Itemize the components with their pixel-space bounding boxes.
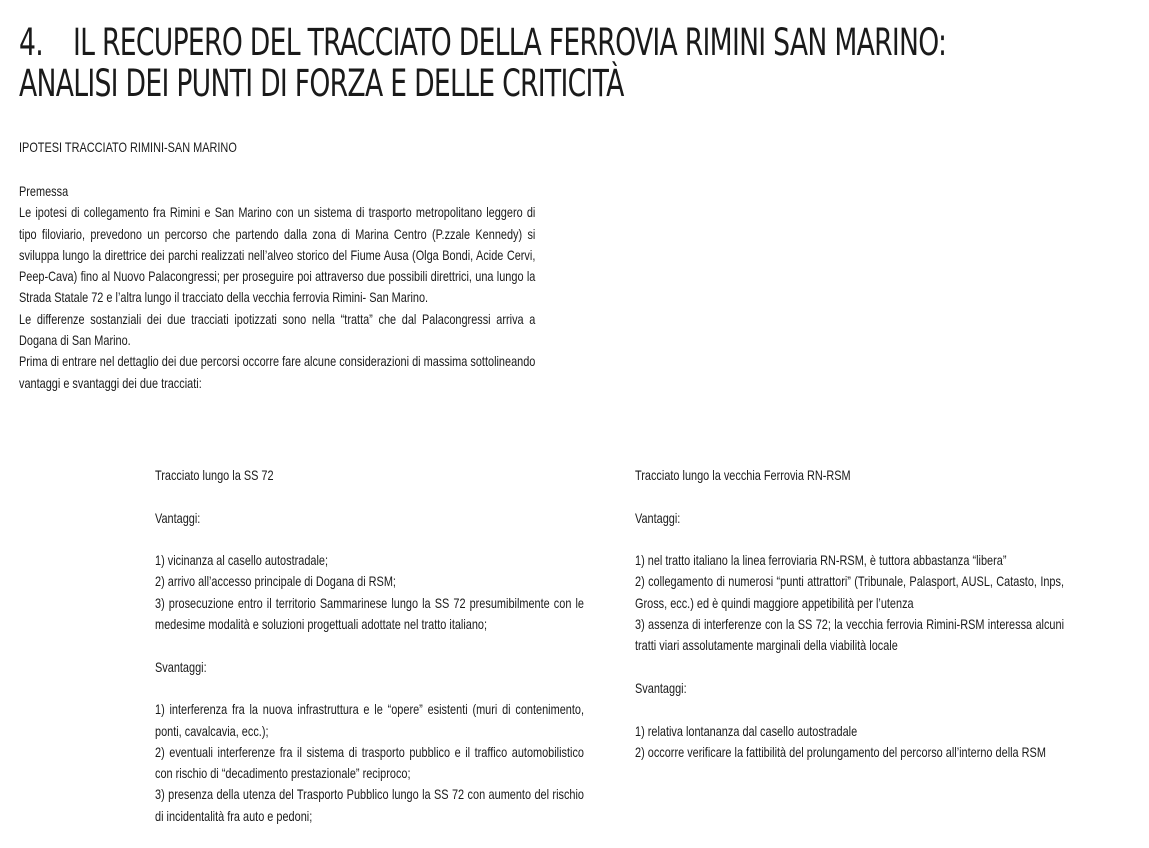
list-item: 1) nel tratto italiano la linea ferroviaria RN-RSM, è tuttora abbastanza “libera” [635, 552, 1007, 569]
list-item: 3) assenza di interferenze con la SS 72; la vecchia ferrovia Rimini-RSM interessa alcuni tratti viari assolutamente marginali della viabilità locale [635, 616, 1064, 654]
ss72-disadvantages-list [155, 699, 584, 827]
list-item: 1) relativa lontananza dal casello autostradale [635, 722, 858, 739]
intro-paragraph-2: Le differenze sostanziali dei due tracciati ipotizzati sono nella “tratta” che dal Palacongressi arriva a Dogana di San Marino. [19, 310, 536, 349]
railway-heading: Tracciato lungo la vecchia Ferrovia RN-RSM [635, 467, 851, 483]
railway-advantages-label: Vantaggi: [635, 509, 681, 526]
list-item: 2) arrivo all’accesso principale di Dogana di RSM; [155, 573, 396, 590]
railway-disadvantages-label: Svantaggi: [635, 679, 687, 696]
railway-advantages-list [635, 550, 1064, 656]
ss72-advantages-label: Vantaggi: [155, 509, 201, 526]
intro-section [19, 181, 535, 394]
ss72-route-column [155, 465, 584, 848]
list-item: 2) collegamento di numerosi “punti attrattori” (Tribunale, Palasport, AUSL, Catasto, Inps, Gross, ecc.) ed è quindi maggiore appetibilità per l’utenza [635, 573, 1064, 611]
page-title [19, 21, 947, 105]
railway-route-column [635, 465, 1064, 784]
section-number: 4. [19, 21, 43, 64]
title-text-line-1: IL RECUPERO DEL TRACCIATO DELLA FERROVIA RIMINI SAN MARINO: [73, 21, 947, 64]
ss72-advantages-list [155, 550, 584, 635]
title-text-line-2: ANALISI DEI PUNTI DI FORZA E DELLE CRITICITÀ [19, 62, 624, 105]
railway-disadvantages-list [635, 721, 1064, 764]
intro-paragraph-3: Prima di entrare nel dettaglio dei due percorsi occorre fare alcune considerazioni di massima sottolineando vantaggi e svantaggi dei due tracciati: [19, 353, 536, 391]
ss72-disadvantages-label: Svantaggi: [155, 658, 207, 675]
list-item: 3) presenza della utenza del Trasporto Pubblico lungo la SS 72 con aumento del rischio di incidentalità fra auto e pedoni; [155, 786, 584, 824]
list-item: 1) vicinanza al casello autostradale; [155, 552, 329, 569]
ss72-heading: Tracciato lungo la SS 72 [155, 467, 274, 483]
section-subtitle: IPOTESI TRACCIATO RIMINI-SAN MARINO [19, 139, 237, 155]
list-item: 2) occorre verificare la fattibilità del prolungamento del percorso all’interno della RSM [635, 743, 1046, 760]
intro-heading: Premessa [19, 183, 69, 199]
title-line-1 [19, 21, 947, 64]
list-item: 1) interferenza fra la nuova infrastruttura e le “opere” esistenti (muri di contenimento, ponti, cavalcavia, ecc.); [155, 701, 584, 739]
list-item: 2) eventuali interferenze fra il sistema di trasporto pubblico e il traffico automobilistico con rischio di “decadimento prestazionale” reciproco; [155, 743, 584, 782]
intro-paragraph-1: Le ipotesi di collegamento fra Rimini e San Marino con un sistema di trasporto metropolitano leggero di tipo filoviario, prevedono un percorso che partendo dalla zona di Marina Centro (P.zzale Kennedy) si sviluppa lungo la direttrice dei parchi realizzati nell’alveo storico del Fiume Ausa (Olga Bondi, Acide Cervi, Peep-Cava) fino al Nuovo Palacongressi; per proseguire poi attraverso due possibili direttrici, una lungo la Strada Statale 72 e l’altra lungo il tracciato della vecchia ferrovia Rimini- San Marino. [19, 204, 536, 306]
list-item: 3) prosecuzione entro il territorio Sammarinese lungo la SS 72 presumibilmente con le medesime modalità e soluzioni progettuali adottate nel tratto italiano; [155, 594, 584, 633]
